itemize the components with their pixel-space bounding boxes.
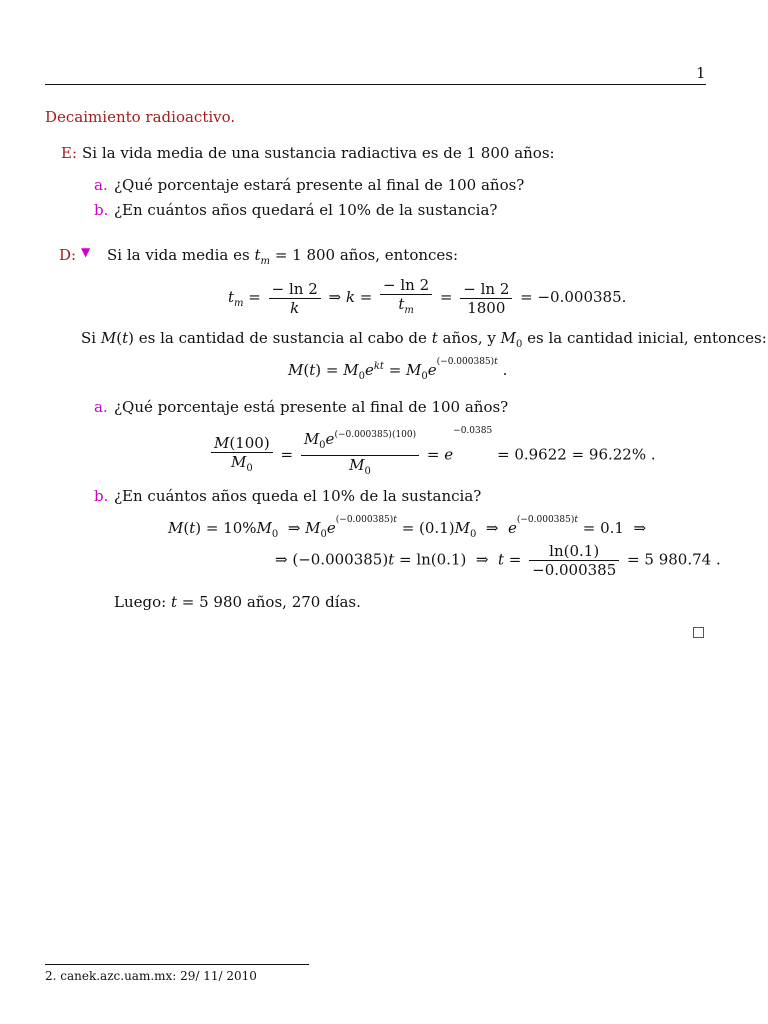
m-intro: Si M(t) es la cantidad de sustancia al cabo de t años, y $M_0$ es la cantidad inicial, entonces: [81, 329, 767, 350]
development-label: D: [59, 246, 77, 264]
footnote-rule [45, 964, 309, 965]
section-title: Decaimiento radioactivo. [45, 108, 236, 126]
footnote-text: 2. canek.azc.uam.mx: 29/ 11/ 2010 [45, 969, 257, 983]
equation-part-a: $\frac{M(100)}{M_0}$ = $\frac{M_0e^{(-0.000385)(100)}}{M_0}$ = $e^{-0.0385} = 0.9622 = 96.22\%$ . [208, 430, 656, 481]
part-a-result: = 0.9622 = 96.22% . [496, 445, 656, 464]
page-number: 1 [696, 64, 706, 82]
header-rule [45, 84, 706, 85]
item-a-text: ¿Qué porcentaje estará presente al final de 100 años? [114, 176, 525, 194]
k-result: = −0.000385. [520, 288, 627, 306]
part-b-label: b. [94, 487, 109, 505]
item-b-text: ¿En cuántos años quedará el 10% de la sustancia? [114, 201, 498, 219]
statement-text: Si la vida media de una sustancia radiactiva es de 1 800 años: [82, 144, 555, 162]
triangle-marker-icon: ▼ [81, 245, 91, 259]
conclusion: Luego: t = 5 980 años, 270 días. [114, 593, 361, 611]
item-b-label: b. [94, 201, 109, 219]
part-a-label: a. [94, 398, 108, 416]
part-b-result: = 5 980.74 . [627, 550, 721, 569]
equation-k: $t_m$ = $\frac{- \ln 2}{k}$ ⇒ k = $\frac{- \ln 2}{t_m}$ = $\frac{- \ln 2}{1800}$ = −0.000385. [228, 276, 627, 317]
statement-label: E: [61, 144, 78, 162]
dev-intro: Si la vida media es $t_m = 1$ 800 años, entonces: [107, 246, 459, 267]
item-a-label: a. [94, 176, 108, 194]
equation-part-b-line2: ⇒ (−0.000385)t = ln(0.1) ⇒ t = $\frac{\ln(0.1)}{-0.000385}$ = 5 980.74 . [275, 542, 721, 579]
qed-square-icon [693, 627, 704, 638]
equation-part-b-line1: $M(t) = 10\%M_0$ ⇒ $M_0e^{(-0.000385)t} = (0.1)M_0$ ⇒ $e^{(-0.000385)t} = 0.1$ ⇒ [168, 515, 647, 540]
part-a-text: ¿Qué porcentaje está presente al final de 100 años? [114, 398, 509, 416]
part-b-text: ¿En cuántos años queda el 10% de la sustancia? [114, 487, 482, 505]
equation-mt: $M(t) = M_0e^{kt} = M_0e^{(-0.000385)t}$ . [288, 357, 508, 382]
